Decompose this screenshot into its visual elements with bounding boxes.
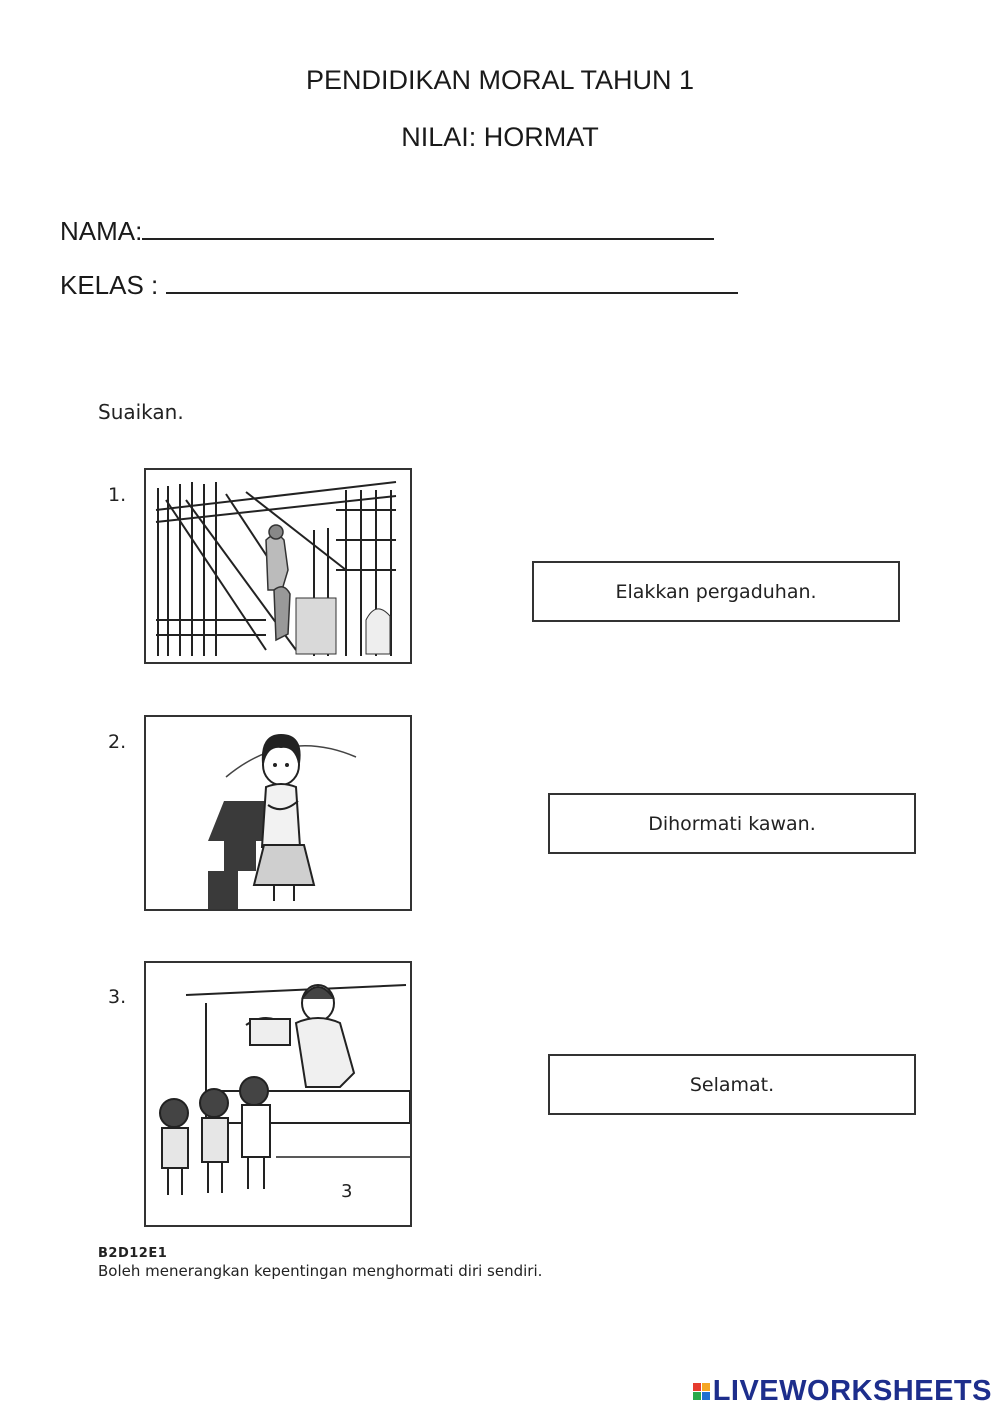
learning-objective: Boleh menerangkan kepentingan menghormati diri sendiri. [98,1262,543,1280]
children-at-counter-picture [144,961,412,1227]
page-title: PENDIDIKAN MORAL TAHUN 1 [305,65,695,95]
logo-text: LIVEWORKSHEETS [712,1375,992,1407]
logo-grid-icon [693,1383,710,1400]
class-field-row [60,270,738,301]
answer-box-2[interactable]: Dihormati kawan. [548,793,916,854]
class-label: KELAS : [60,270,159,300]
page-subtitle: NILAI: HORMAT [401,122,599,152]
name-field-row [60,216,714,247]
stairs-picture [144,468,412,664]
class-input-line[interactable] [166,270,738,294]
item-number-3: 3. [108,986,127,1008]
girl-standing-picture [144,715,412,911]
item-number-2: 2. [108,731,127,753]
instruction: Suaikan. [98,400,184,424]
name-label: NAMA: [60,216,143,246]
answer-box-1[interactable]: Elakkan pergaduhan. [532,561,900,622]
picture-number-label: 3 [341,1181,353,1202]
item-number-1: 1. [108,484,127,506]
liveworksheets-logo [693,1375,992,1408]
name-input-line[interactable] [142,216,714,240]
learning-standard-code: B2D12E1 [98,1246,168,1261]
answer-box-3[interactable]: Selamat. [548,1054,916,1115]
